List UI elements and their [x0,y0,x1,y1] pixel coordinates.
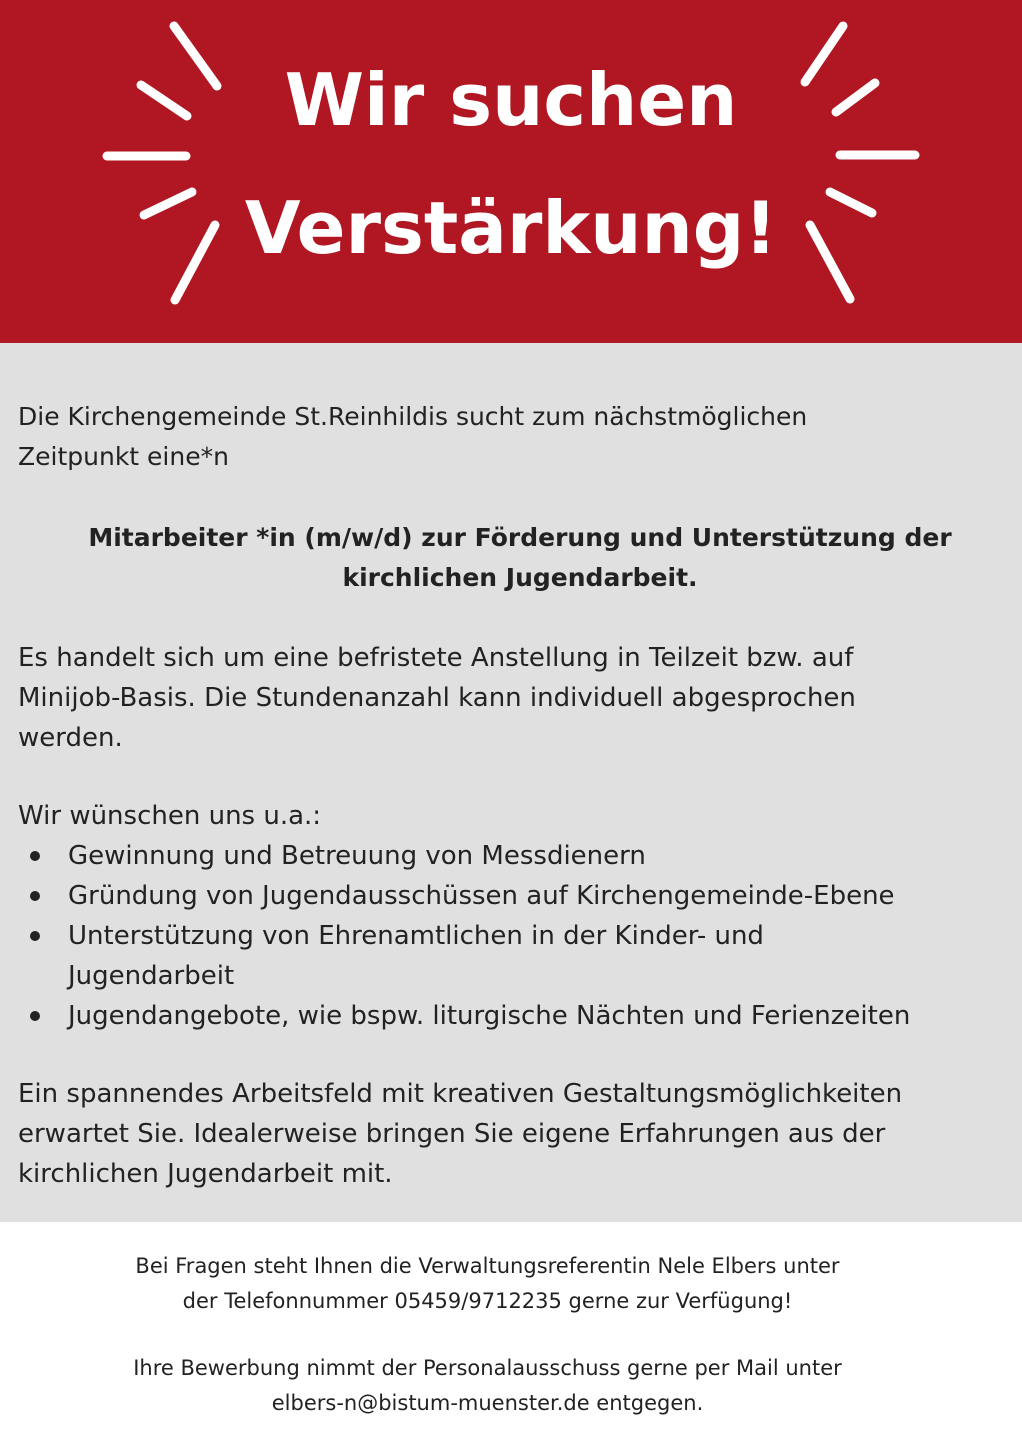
list-item-text: Jugendangebote, wie bspw. liturgische Nächten und Ferienzeiten [68,1001,911,1031]
list-item [18,996,1018,1036]
bullet-icon [30,931,40,941]
closing-paragraph [18,1074,1008,1194]
headline-line-1: Wir suchen [284,58,738,142]
list-item-text: Gewinnung und Betreuung von Messdienern [68,841,646,871]
intro-line-2: Zeitpunkt eine*n [18,442,229,471]
apply-line-1: Ihre Bewerbung nimmt der Personalausschuss gerne per Mail unter [133,1356,842,1380]
questions-line-2: der Telefonnummer 05459/9712235 gerne zur Verfügung! [182,1289,793,1313]
list-item-text: Unterstützung von Ehrenamtlichen in der Kinder- und [68,921,764,951]
employment-line-1: Es handelt sich um eine befristete Anstellung in Teilzeit bzw. auf [18,643,854,673]
employment-line-3: werden. [18,723,123,753]
wishes-list [18,836,1018,1036]
wishes-heading: Wir wünschen uns u.a.: [18,801,322,831]
list-item-text: Gründung von Jugendausschüssen auf Kirchengemeinde-Ebene [68,881,895,911]
bullet-icon [30,891,40,901]
employment-line-2: Minijob-Basis. Die Stundenanzahl kann individuell abgesprochen [18,683,856,713]
closing-line-3: kirchlichen Jugendarbeit mit. [18,1159,393,1189]
questions-line-1: Bei Fragen steht Ihnen die Verwaltungsreferentin Nele Elbers unter [135,1254,840,1278]
header-banner [0,0,1022,343]
application-info [60,1351,915,1421]
intro-paragraph [18,397,1008,477]
banner-background [0,0,1022,343]
bullet-icon [30,851,40,861]
job-title-line-1: Mitarbeiter *in (m/w/d) zur Förderung und Unterstützung der [88,523,952,552]
list-item-text: Jugendarbeit [68,961,235,991]
job-title-line-2: kirchlichen Jugendarbeit. [342,563,698,592]
contact-questions [60,1249,915,1319]
closing-line-1: Ein spannendes Arbeitsfeld mit kreativen Gestaltungsmöglichkeiten [18,1079,903,1109]
closing-line-2: erwartet Sie. Idealerweise bringen Sie eigene Erfahrungen aus der [18,1119,886,1149]
list-item [18,916,1018,996]
intro-line-1: Die Kirchengemeinde St.Reinhildis sucht zum nächstmöglichen [18,402,808,431]
headline-line-2: Verstärkung! [244,186,778,270]
apply-email: elbers-n@bistum-muenster.de entgegen. [271,1391,704,1415]
list-item [18,876,1018,916]
job-title [30,518,1010,598]
employment-paragraph [18,638,1008,758]
list-item [18,836,1018,876]
bullet-icon [30,1011,40,1021]
